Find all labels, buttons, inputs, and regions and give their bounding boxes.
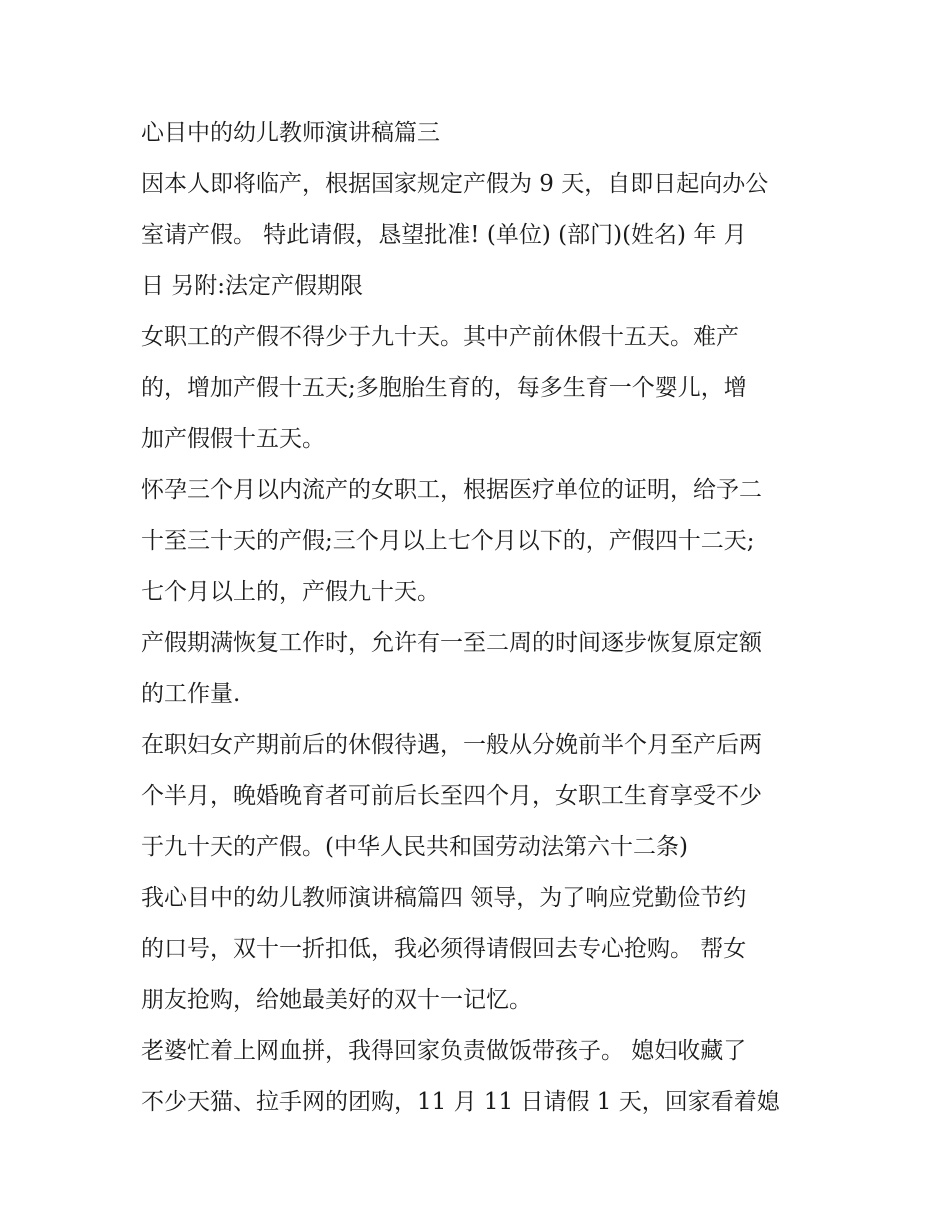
text-line: 怀孕三个月以内流产的女职工，根据医疗单位的证明，给予二 bbox=[141, 477, 762, 503]
text-line: 个半月，晚婚晚育者可前后长至四个月，女职工生育享受不少 bbox=[141, 783, 762, 809]
text-line: 的，增加产假十五天;多胞胎生育的，每多生育一个婴儿，增 bbox=[141, 375, 747, 401]
text-line: 不少天猫、拉手网的团购，11 月 11 日请假 1 天，回家看着媳 bbox=[141, 1089, 780, 1115]
text-line: 的口号，双十一折扣低，我必须得请假回去专心抢购。 帮女 bbox=[141, 936, 747, 962]
text-line: 朋友抢购，给她最美好的双十一记忆。 bbox=[141, 987, 532, 1013]
text-line: 于九十天的产假。(中华人民共和国劳动法第六十二条) bbox=[141, 834, 688, 860]
text-line: 女职工的产假不得少于九十天。其中产前休假十五天。难产 bbox=[141, 324, 739, 350]
document-body bbox=[141, 108, 821, 1128]
text-line: 因本人即将临产，根据国家规定产假为 9 天，自即日起向办公 bbox=[141, 171, 769, 197]
section-title: 心目中的幼儿教师演讲稿篇三 bbox=[141, 120, 440, 146]
text-line: 加产假假十五天。 bbox=[141, 426, 325, 452]
text-line: 老婆忙着上网血拼，我得回家负责做饭带孩子。 媳妇收藏了 bbox=[141, 1038, 747, 1064]
text-line: 七个月以上的，产假九十天。 bbox=[141, 579, 440, 605]
text-line: 我心目中的幼儿教师演讲稿篇四 领导，为了响应党勤俭节约 bbox=[141, 885, 747, 911]
text-line: 在职妇女产期前后的休假待遇，一般从分娩前半个月至产后两 bbox=[141, 732, 762, 758]
text-line: 产假期满恢复工作时，允许有一至二周的时间逐步恢复原定额 bbox=[141, 630, 762, 656]
text-line: 的工作量. bbox=[141, 681, 241, 707]
text-line: 室请产假。 特此请假，恳望批准! (单位) (部门)(姓名) 年 月 bbox=[141, 222, 747, 248]
text-line: 十至三十天的产假;三个月以上七个月以下的，产假四十二天; bbox=[141, 528, 755, 554]
text-line: 日 另附:法定产假期限 bbox=[141, 273, 364, 299]
